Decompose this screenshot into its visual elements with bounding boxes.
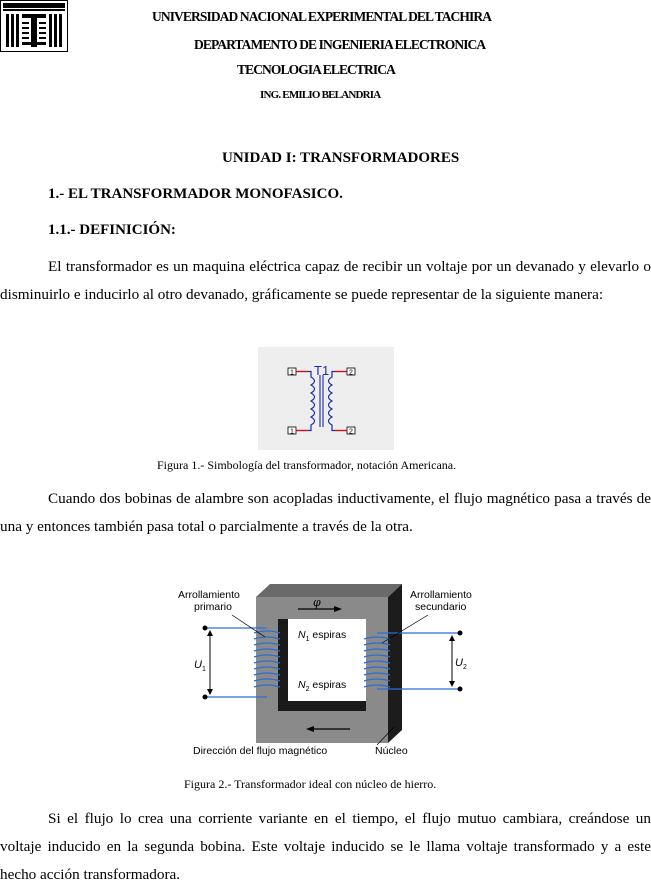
figure2-primary-label-line2: primario bbox=[194, 601, 232, 613]
figure2-u1-symbol: U bbox=[194, 659, 202, 671]
figure1-pin1: 1 bbox=[290, 369, 294, 377]
figure2-flux-direction-label: Dirección del flujo magnético bbox=[193, 745, 328, 757]
figure2-n2-text: espiras bbox=[309, 679, 347, 691]
header-university: UNIVERSIDAD NACIONAL EXPERIMENTAL DEL TACHIRA bbox=[152, 9, 492, 24]
figure2-u2-subscript: 2 bbox=[462, 664, 467, 671]
paragraph-induction bbox=[0, 805, 651, 889]
subsection-title: 1.1.- DEFINICIÓN: bbox=[48, 222, 176, 238]
paragraph-induction-text: Si el flujo lo crea una corriente variante en el tiempo, el flujo mutuo cambiara, creándose un voltaje inducido en la segunda bobina. Este voltaje inducido se le llama voltaje transformado y a este hecho acción transformadora. bbox=[0, 810, 651, 883]
figure1-pin3: 1 bbox=[290, 428, 294, 436]
figure1-transformer-symbol bbox=[258, 347, 394, 450]
paragraph-definition-text: El transformador es un maquina eléctrica capaz de recibir un voltaje por un devanado y elevarlo o disminuirlo e inducirlo al otro devanado, gráficamente se puede representar de la siguiente manera: bbox=[0, 258, 651, 303]
header-course: TECNOLOGIA ELECTRICA bbox=[237, 62, 395, 77]
figure2-n2-symbol: N bbox=[298, 679, 306, 691]
university-logo bbox=[0, 0, 68, 52]
figure2-ideal-transformer bbox=[170, 577, 480, 762]
figure2-n2-subscript: 2 bbox=[305, 686, 310, 693]
svg-text:U2 bbox=[455, 657, 467, 671]
figure2-caption: Figura 2.- Transformador ideal con núcleo de hierro. bbox=[184, 777, 437, 791]
figure2-u2-symbol: U bbox=[455, 657, 463, 669]
svg-text:N2 espiras bbox=[298, 679, 346, 693]
paragraph-definition bbox=[0, 253, 651, 309]
unit-title: UNIDAD I: TRANSFORMADORES bbox=[222, 150, 460, 166]
section-title: 1.- EL TRANSFORMADOR MONOFASICO. bbox=[48, 186, 343, 202]
figure2-n1-subscript: 1 bbox=[305, 636, 310, 643]
paragraph-coupling-text: Cuando dos bobinas de alambre son acopladas inductivamente, el flujo magnético pasa a través de una y entonces también pasa total o parcialmente a través de la otra. bbox=[0, 490, 651, 535]
figure2-core-label: Núcleo bbox=[375, 745, 408, 757]
figure1-pin4: 2 bbox=[349, 428, 353, 436]
figure2-secondary-label-line1: Arrollamiento bbox=[410, 589, 472, 601]
figure1-label: T1 bbox=[314, 363, 330, 378]
figure2-primary-label-line1: Arrollamiento bbox=[178, 589, 240, 601]
figure2-phi-symbol: φ bbox=[313, 596, 321, 609]
svg-text:U1 bbox=[194, 659, 206, 673]
figure1-pin2: 2 bbox=[349, 369, 353, 377]
header-department: DEPARTAMENTO DE INGENIERIA ELECTRONICA bbox=[194, 37, 486, 52]
figure1-caption: Figura 1.- Simbología del transformador, notación Americana. bbox=[157, 458, 457, 472]
figure2-n1-text: espiras bbox=[309, 629, 347, 641]
figure2-u1-subscript: 1 bbox=[201, 666, 206, 673]
figure2-n1-symbol: N bbox=[298, 629, 306, 641]
paragraph-coupling bbox=[0, 485, 651, 541]
figure2-secondary-label-line2: secundario bbox=[415, 601, 467, 613]
svg-text:N1 espiras bbox=[298, 629, 346, 643]
header-professor: ING. EMILIO BELANDRIA bbox=[260, 89, 381, 101]
